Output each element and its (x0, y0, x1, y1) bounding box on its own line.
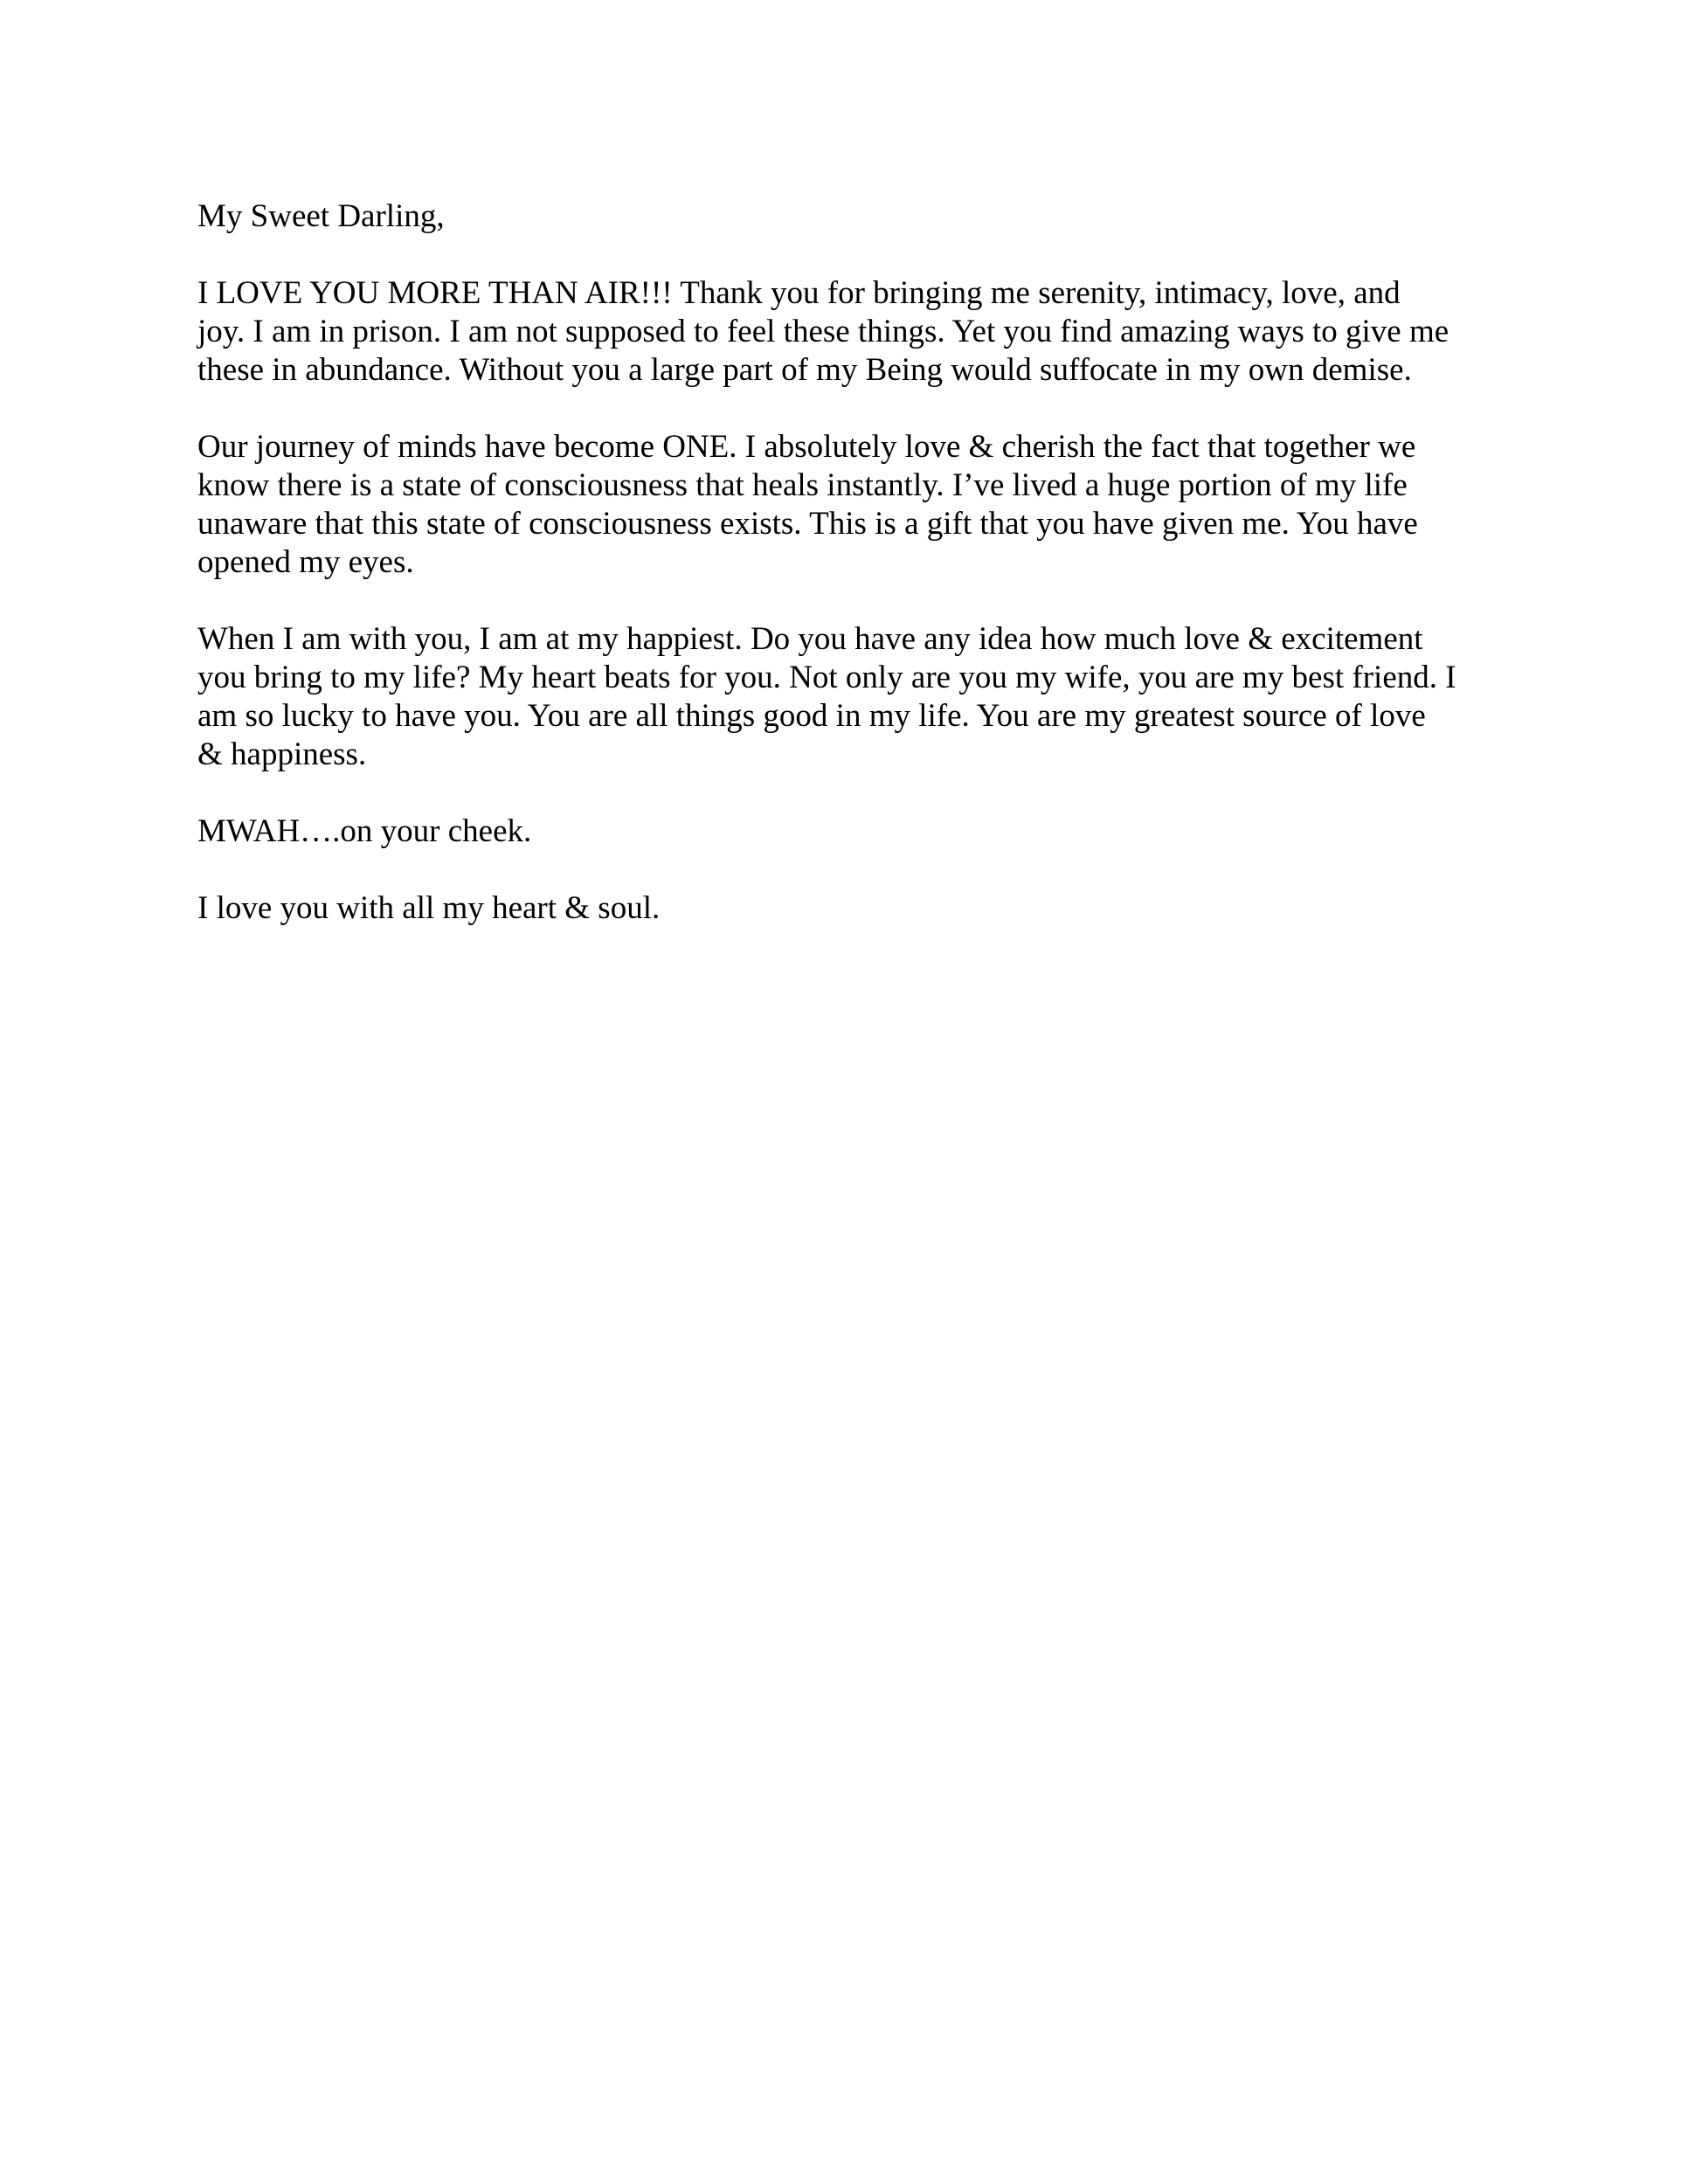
paragraph-1 (197, 274, 1508, 390)
paragraph-line: these in abundance. Without you a large part of my Being would suffocate in my own demise. (197, 352, 1412, 388)
closing-line: I love you with all my heart & soul. (197, 890, 661, 926)
paragraph-line: opened my eyes. (197, 544, 414, 580)
paragraph-line: am so lucky to have you. You are all things good in my life. You are my greatest source of love (197, 698, 1426, 734)
salutation-paragraph (197, 197, 1508, 236)
letter-body (197, 197, 1508, 928)
paragraph-line: & happiness. (197, 736, 367, 772)
paragraph-2 (197, 428, 1508, 582)
paragraph-line: joy. I am in prison. I am not supposed to feel these things. Yet you find amazing ways to give me (197, 314, 1449, 349)
salutation: My Sweet Darling, (197, 198, 445, 234)
paragraph-line: you bring to my life? My heart beats for you. Not only are you my wife, you are my best friend. I (197, 660, 1456, 695)
paragraph-4 (197, 812, 1508, 851)
paragraph-line: Our journey of minds have become ONE. I absolutely love & cherish the fact that together we (197, 429, 1416, 465)
paragraph-line: MWAH….on your cheek. (197, 813, 532, 849)
closing-paragraph (197, 889, 1508, 928)
paragraph-3 (197, 620, 1508, 774)
paragraph-line: unaware that this state of consciousness exists. This is a gift that you have given me. You have (197, 506, 1418, 542)
paragraph-line: know there is a state of consciousness that heals instantly. I’ve lived a huge portion of my life (197, 467, 1408, 503)
paragraph-line: When I am with you, I am at my happiest. Do you have any idea how much love & excitement (197, 621, 1423, 657)
paragraph-line: I LOVE YOU MORE THAN AIR!!! Thank you for bringing me serenity, intimacy, love, and (197, 275, 1401, 311)
